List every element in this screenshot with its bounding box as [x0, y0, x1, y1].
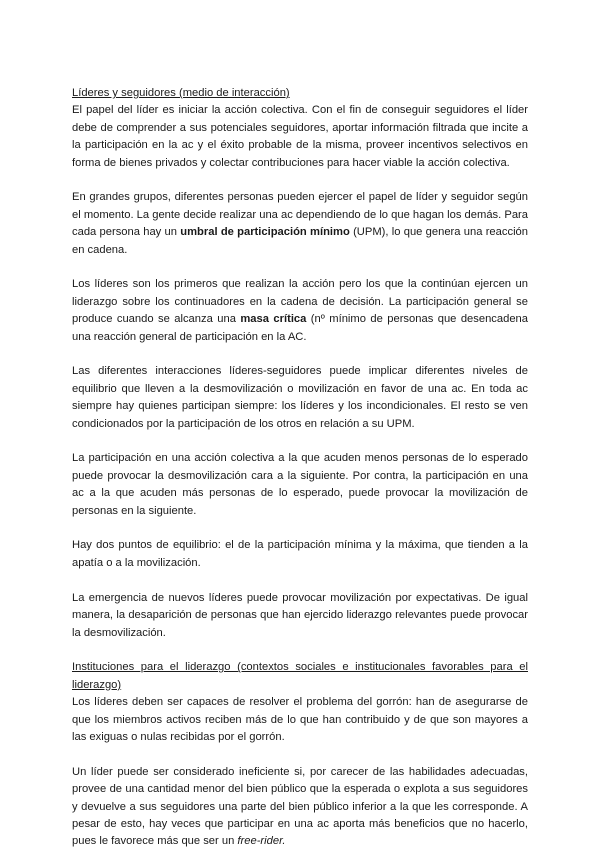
paragraph: Los líderes son los primeros que realizan la acción pero los que la continúan ejercen un liderazgo sobre los continuadores en la cadena de decisión. La participación general se produce cuando se alcanza una masa crítica (nº mínimo de personas que desencadena una reacción general de participación en la AC. [72, 278, 529, 343]
paragraph: La emergencia de nuevos líderes puede provocar movilización por expectativas. De igual manera, la desaparición de personas que han ejercido liderazgo relevantes puede provocar la desmovilización. [72, 591, 528, 639]
paragraph: En grandes grupos, diferentes personas pueden ejercer el papel de líder y seguidor según el momento. La gente decide realizar una ac dependiendo de lo que hagan los demás. Para cada persona hay un umbral de participación mínimo (UPM), lo que genera una reacción en cadena. [72, 191, 528, 256]
paragraph: La participación en una acción colectiva a la que acuden menos personas de lo esperado puede provocar la desmovilización cara a la siguiente. Por contra, la participación en una ac a la que acuden más personas de lo esperado, puede provocar la movilización de personas en la siguiente. [72, 452, 528, 517]
bold-term-upm: umbral de participación mínimo [180, 226, 350, 239]
paragraph: Las diferentes interacciones líderes-seguidores puede implicar diferentes niveles de equilibrio que lleven a la desmovilización o movilización en favor de una ac. En toda ac siempre hay quienes participan siempre: los líderes y los incondicionales. El resto se ven condicionados por la participación de los otros en relación a su UPM. [72, 365, 528, 430]
section-heading-lideres: Líderes y seguidores (medio de interacción) [72, 87, 290, 99]
paragraph: Hay dos puntos de equilibrio: el de la participación mínima y la máxima, que tienden a la apatía o a la movilización. [72, 539, 528, 569]
paragraph: Un líder puede ser considerado ineficiente si, por carecer de las habilidades adecuadas, provee de una cantidad menor del bien público que la esperada o explota a sus seguidores y devuelve a sus seguidores una parte del bien público inferior a la que les corresponde. A pesar de esto, hay veces que participar en una ac aporta más beneficios que no hacerlo, pues le favorece más que ser un free-rider. [72, 765, 528, 848]
paragraph: El papel del líder es iniciar la acción colectiva. Con el fin de conseguir seguidores el líder debe de comprender a sus potenciales seguidores, aportar información filtrada que incite a la participación en la ac y el éxito probable de la misma, proveer incentivos selectivos en forma de bienes privados y colectar contribuciones para hacer viable la acción colectiva. [72, 104, 528, 169]
italic-term-free-rider: free-rider. [237, 835, 286, 848]
bold-term-masa-critica: masa crítica [240, 313, 307, 326]
paragraph: Los líderes deben ser capaces de resolver el problema del gorrón: han de asegurarse de que los miembros activos reciben más de lo que han contribuido y de que son mayores a las exiguas o nulas recibidas por el gorrón. [72, 696, 528, 743]
section-heading-instituciones: Instituciones para el liderazgo (contextos sociales e institucionales favorables para el liderazgo) [72, 661, 528, 691]
document-page [72, 85, 528, 868]
